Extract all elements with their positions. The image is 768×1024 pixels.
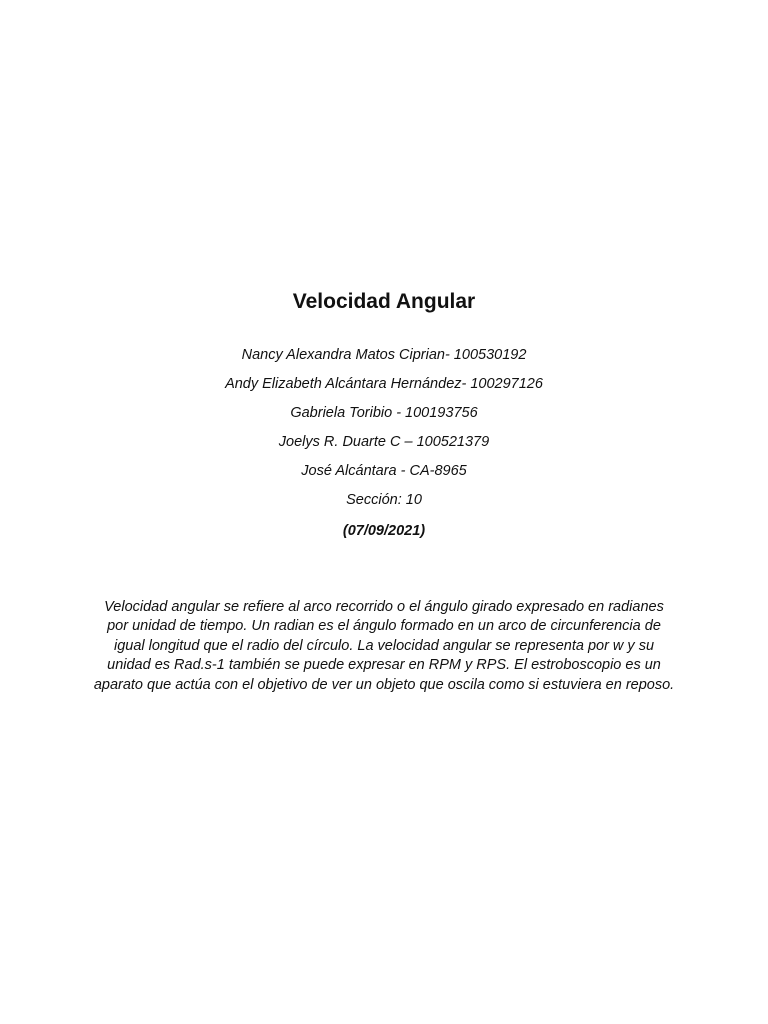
author-line: Nancy Alexandra Matos Ciprian- 100530192 (241, 347, 527, 363)
author-line: Andy Elizabeth Alcántara Hernández- 100297126 (225, 376, 543, 392)
author-list (0, 344, 768, 518)
author-line: Joelys R. Duarte C – 100521379 (278, 434, 490, 450)
abstract-paragraph: Velocidad angular se refiere al arco recorrido o el ángulo girado expresado en radianes por unidad de tiempo. Un radian es el ángulo formado en un arco de circunferencia de igual longitud que el radio del círculo. La velocidad angular se representa por w y su unidad es Rad.s-1 también se puede expresar en RPM y RPS. El estroboscopio es un aparato que actúa con el objetivo de ver un objeto que oscila como si estuviera en reposo. (93, 599, 675, 693)
document-title: Velocidad Angular (292, 290, 476, 313)
section-line: Sección: 10 (346, 492, 422, 508)
author-line: Gabriela Toribio - 100193756 (290, 405, 478, 421)
document-date: (07/09/2021) (342, 523, 426, 539)
author-line: José Alcántara - CA-8965 (301, 463, 467, 479)
